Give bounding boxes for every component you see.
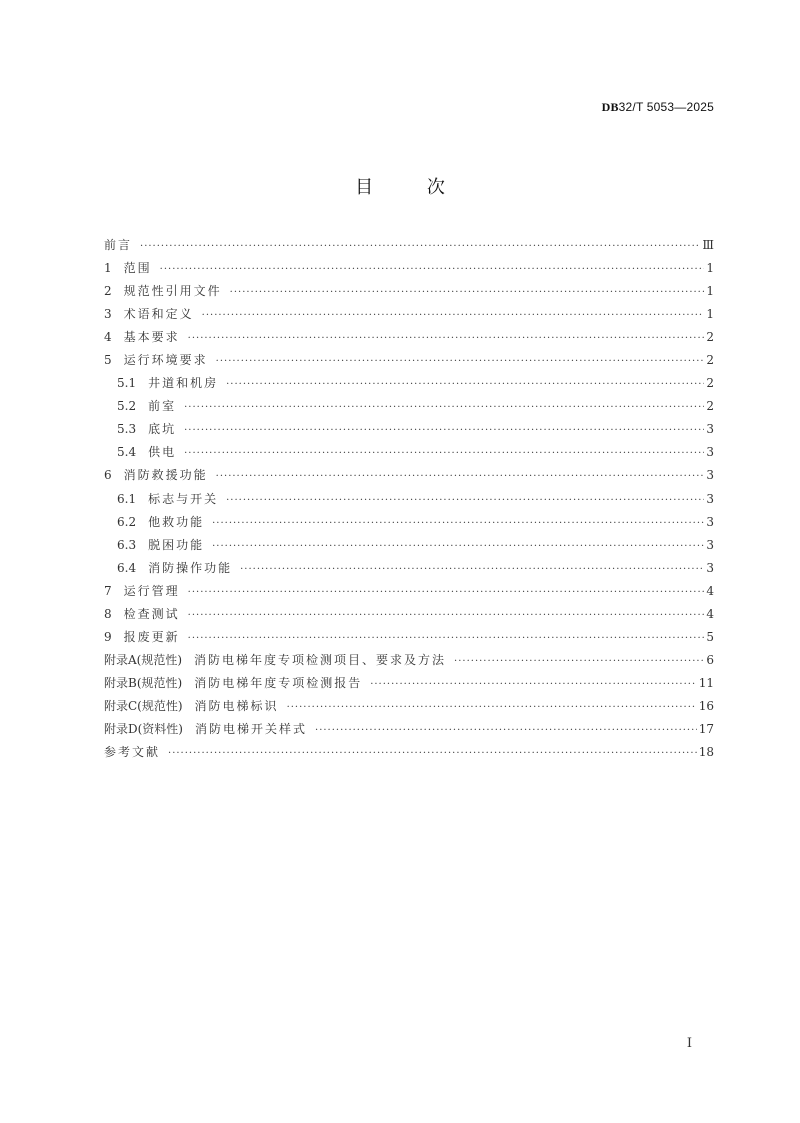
toc-leader-dots <box>240 564 704 575</box>
toc-page: 1 <box>706 307 714 322</box>
toc-appendix-entry[interactable] <box>104 651 714 674</box>
toc-number: 附录B(规范性) <box>104 675 183 690</box>
toc-leader-dots <box>140 241 700 252</box>
toc-appendix-entry[interactable] <box>104 720 714 743</box>
toc-subentry[interactable] <box>104 397 714 420</box>
toc-entry[interactable] <box>104 305 714 328</box>
toc-label: 消防救援功能 <box>123 468 208 483</box>
toc-number: 6.4 <box>117 560 137 575</box>
toc-leader-dots <box>160 264 705 275</box>
standard-number <box>602 100 714 115</box>
toc-label: 术语和定义 <box>123 307 194 322</box>
toc-label: 底坑 <box>148 422 177 437</box>
page-number: I <box>686 1036 692 1051</box>
toc-number: 6 <box>104 468 112 483</box>
toc-label: 他救功能 <box>148 514 205 529</box>
toc-label: 消防电梯年度专项检测项目、要求及方法 <box>194 652 447 667</box>
toc-page: 11 <box>698 675 714 690</box>
toc-label: 检查测试 <box>123 606 180 621</box>
toc-page: 3 <box>706 560 714 575</box>
toc-leader-dots <box>168 748 697 759</box>
toc-number: 2 <box>104 284 112 299</box>
toc-number: 6.2 <box>117 514 137 529</box>
toc-label: 消防电梯标识 <box>194 698 279 713</box>
toc-page: 2 <box>706 399 714 414</box>
toc-leader-dots <box>188 333 705 344</box>
toc-page: Ⅲ <box>702 238 714 252</box>
table-of-contents <box>104 236 714 766</box>
toc-page: 2 <box>706 376 714 391</box>
toc-entry[interactable] <box>104 351 714 374</box>
toc-number: 9 <box>104 629 112 644</box>
toc-entry[interactable] <box>104 282 714 305</box>
toc-leader-dots <box>370 679 697 690</box>
toc-label: 标志与开关 <box>148 491 219 506</box>
toc-number: 附录D(资料性) <box>104 721 183 736</box>
toc-entry[interactable] <box>104 605 714 628</box>
toc-leader-dots <box>287 702 697 713</box>
toc-number: 5.1 <box>117 376 137 391</box>
toc-label: 基本要求 <box>123 330 180 345</box>
toc-subentry[interactable] <box>104 420 714 443</box>
toc-label: 消防操作功能 <box>148 560 233 575</box>
toc-page: 3 <box>706 422 714 437</box>
toc-subentry[interactable] <box>104 536 714 559</box>
toc-leader-dots <box>216 356 705 367</box>
toc-label: 前言 <box>104 238 133 252</box>
toc-number: 5.4 <box>117 445 137 460</box>
toc-label: 消防电梯开关样式 <box>195 721 308 736</box>
toc-subentry[interactable] <box>104 374 714 397</box>
toc-number: 7 <box>104 583 112 598</box>
toc-entry[interactable] <box>104 236 714 259</box>
toc-page: 2 <box>706 353 714 368</box>
toc-leader-dots <box>184 425 704 436</box>
toc-leader-dots <box>184 402 704 413</box>
toc-subentry[interactable] <box>104 490 714 513</box>
toc-page: 3 <box>706 445 714 460</box>
toc-number: 附录A(规范性) <box>104 652 183 667</box>
toc-page: 2 <box>706 330 714 345</box>
toc-page: 4 <box>706 583 714 598</box>
toc-label: 参考文献 <box>104 745 161 760</box>
toc-leader-dots <box>315 725 697 736</box>
toc-leader-dots <box>188 587 705 598</box>
toc-page: 5 <box>706 629 714 644</box>
toc-number: 4 <box>104 330 112 345</box>
toc-leader-dots <box>226 379 704 390</box>
toc-entry[interactable] <box>104 628 714 651</box>
toc-label: 消防电梯年度专项检测报告 <box>194 675 363 690</box>
standard-prefix: DB <box>601 100 619 114</box>
toc-page: 16 <box>698 698 714 713</box>
toc-leader-dots <box>454 656 704 667</box>
toc-leader-dots <box>216 471 705 482</box>
toc-page: 3 <box>706 537 714 552</box>
toc-number: 3 <box>104 307 112 322</box>
toc-leader-dots <box>202 310 705 321</box>
toc-leader-dots <box>188 610 705 621</box>
toc-subentry[interactable] <box>104 443 714 466</box>
toc-number: 5.2 <box>117 399 137 414</box>
toc-page: 4 <box>706 606 714 621</box>
toc-label: 脱困功能 <box>148 537 205 552</box>
toc-number: 6.3 <box>117 537 137 552</box>
toc-label: 规范性引用文件 <box>123 284 222 299</box>
toc-page: 3 <box>706 468 714 483</box>
toc-appendix-entry[interactable] <box>104 697 714 720</box>
toc-label: 报废更新 <box>123 629 180 644</box>
toc-appendix-entry[interactable] <box>104 674 714 697</box>
toc-number: 6.1 <box>117 491 137 506</box>
toc-label: 供电 <box>148 445 177 460</box>
title-char-2: 次 <box>426 177 445 198</box>
toc-leader-dots <box>212 518 704 529</box>
toc-label: 井道和机房 <box>148 376 219 391</box>
toc-page: 3 <box>706 491 714 506</box>
toc-leader-dots <box>230 287 705 298</box>
toc-entry[interactable] <box>104 466 714 489</box>
toc-entry[interactable] <box>104 582 714 605</box>
toc-label: 运行环境要求 <box>123 353 208 368</box>
toc-subentry[interactable] <box>104 559 714 582</box>
toc-page: 3 <box>706 514 714 529</box>
toc-leader-dots <box>212 541 704 552</box>
toc-leader-dots <box>188 633 705 644</box>
title-char-1: 目 <box>355 177 374 198</box>
toc-page: 17 <box>698 721 714 736</box>
page-title <box>0 173 800 199</box>
toc-subentry[interactable] <box>104 513 714 536</box>
toc-number: 5 <box>104 353 112 368</box>
toc-number: 5.3 <box>117 422 137 437</box>
standard-code: 32/T 5053—2025 <box>618 100 714 114</box>
toc-number: 1 <box>104 261 112 276</box>
toc-number: 附录C(规范性) <box>104 698 183 713</box>
toc-entry[interactable] <box>104 328 714 351</box>
toc-number: 8 <box>104 606 112 621</box>
toc-leader-dots <box>226 495 704 506</box>
toc-label: 前室 <box>148 399 177 414</box>
toc-entry[interactable] <box>104 259 714 282</box>
toc-label: 运行管理 <box>123 583 180 598</box>
toc-page: 1 <box>706 284 714 299</box>
toc-label: 范围 <box>123 261 152 276</box>
toc-leader-dots <box>184 448 704 459</box>
toc-entry[interactable] <box>104 743 714 766</box>
toc-page: 18 <box>698 745 714 760</box>
toc-page: 6 <box>706 652 714 667</box>
toc-page: 1 <box>706 261 714 276</box>
